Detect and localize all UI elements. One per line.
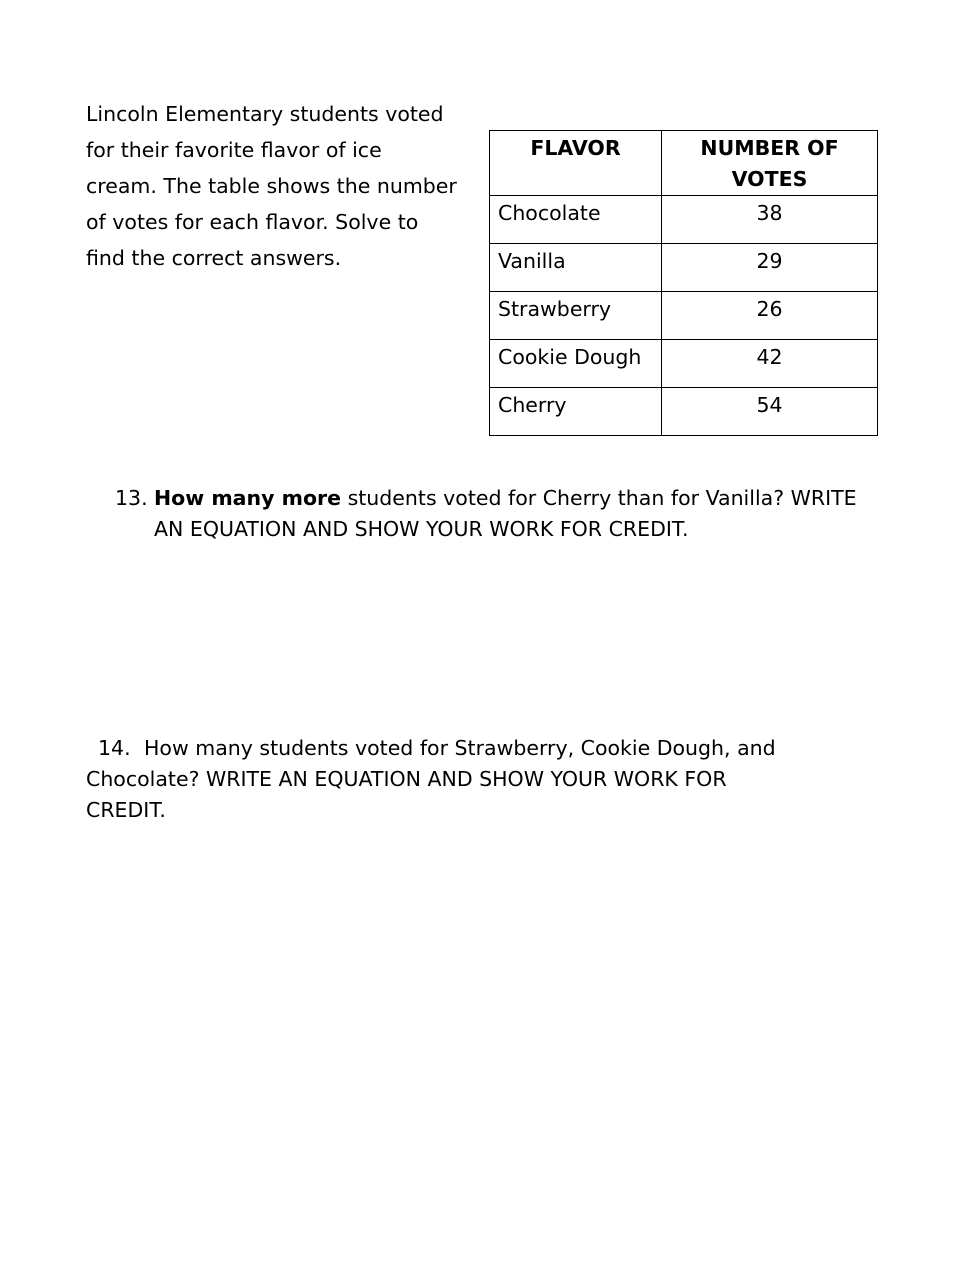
intro-line: for their favorite flavor of ice xyxy=(86,138,382,162)
question-14 xyxy=(86,733,846,826)
flavor-cell: Cookie Dough xyxy=(490,340,662,388)
table-row xyxy=(490,244,878,292)
question-14-text: How many students voted for Strawberry, Cookie Dough, and xyxy=(144,736,776,760)
votes-cell: 54 xyxy=(662,388,878,436)
table-header-row xyxy=(490,131,878,196)
intro-paragraph xyxy=(86,96,466,276)
votes-cell: 29 xyxy=(662,244,878,292)
flavor-cell: Cherry xyxy=(490,388,662,436)
flavor-cell: Vanilla xyxy=(490,244,662,292)
question-14-line1 xyxy=(86,733,846,764)
table-row xyxy=(490,340,878,388)
question-14-number: 14. xyxy=(98,736,131,760)
question-13-line1 xyxy=(115,483,885,514)
question-14-line2: Chocolate? WRITE AN EQUATION AND SHOW YOUR WORK FOR xyxy=(86,767,727,791)
column-header-votes xyxy=(662,131,878,196)
question-13-number: 13. xyxy=(115,486,148,510)
flavor-cell: Chocolate xyxy=(490,196,662,244)
intro-line: find the correct answers. xyxy=(86,246,342,270)
question-13 xyxy=(115,483,885,545)
intro-line: of votes for each flavor. Solve to xyxy=(86,210,419,234)
column-header-votes-line2: VOTES xyxy=(731,167,808,191)
question-13-text: students voted for Cherry than for Vanilla? WRITE xyxy=(341,486,857,510)
votes-cell: 42 xyxy=(662,340,878,388)
votes-cell: 38 xyxy=(662,196,878,244)
votes-cell: 26 xyxy=(662,292,878,340)
column-header-flavor: FLAVOR xyxy=(490,131,662,196)
table-row xyxy=(490,292,878,340)
table-row xyxy=(490,196,878,244)
table-row xyxy=(490,388,878,436)
column-header-votes-line1: NUMBER OF xyxy=(700,136,839,160)
intro-line: cream. The table shows the number xyxy=(86,174,457,198)
question-13-line2: AN EQUATION AND SHOW YOUR WORK FOR CREDIT. xyxy=(154,517,689,541)
flavor-cell: Strawberry xyxy=(490,292,662,340)
question-13-emphasis: How many more xyxy=(154,486,342,510)
intro-line: Lincoln Elementary students voted xyxy=(86,102,444,126)
question-14-line3: CREDIT. xyxy=(86,798,166,822)
flavor-votes-table xyxy=(489,130,878,436)
